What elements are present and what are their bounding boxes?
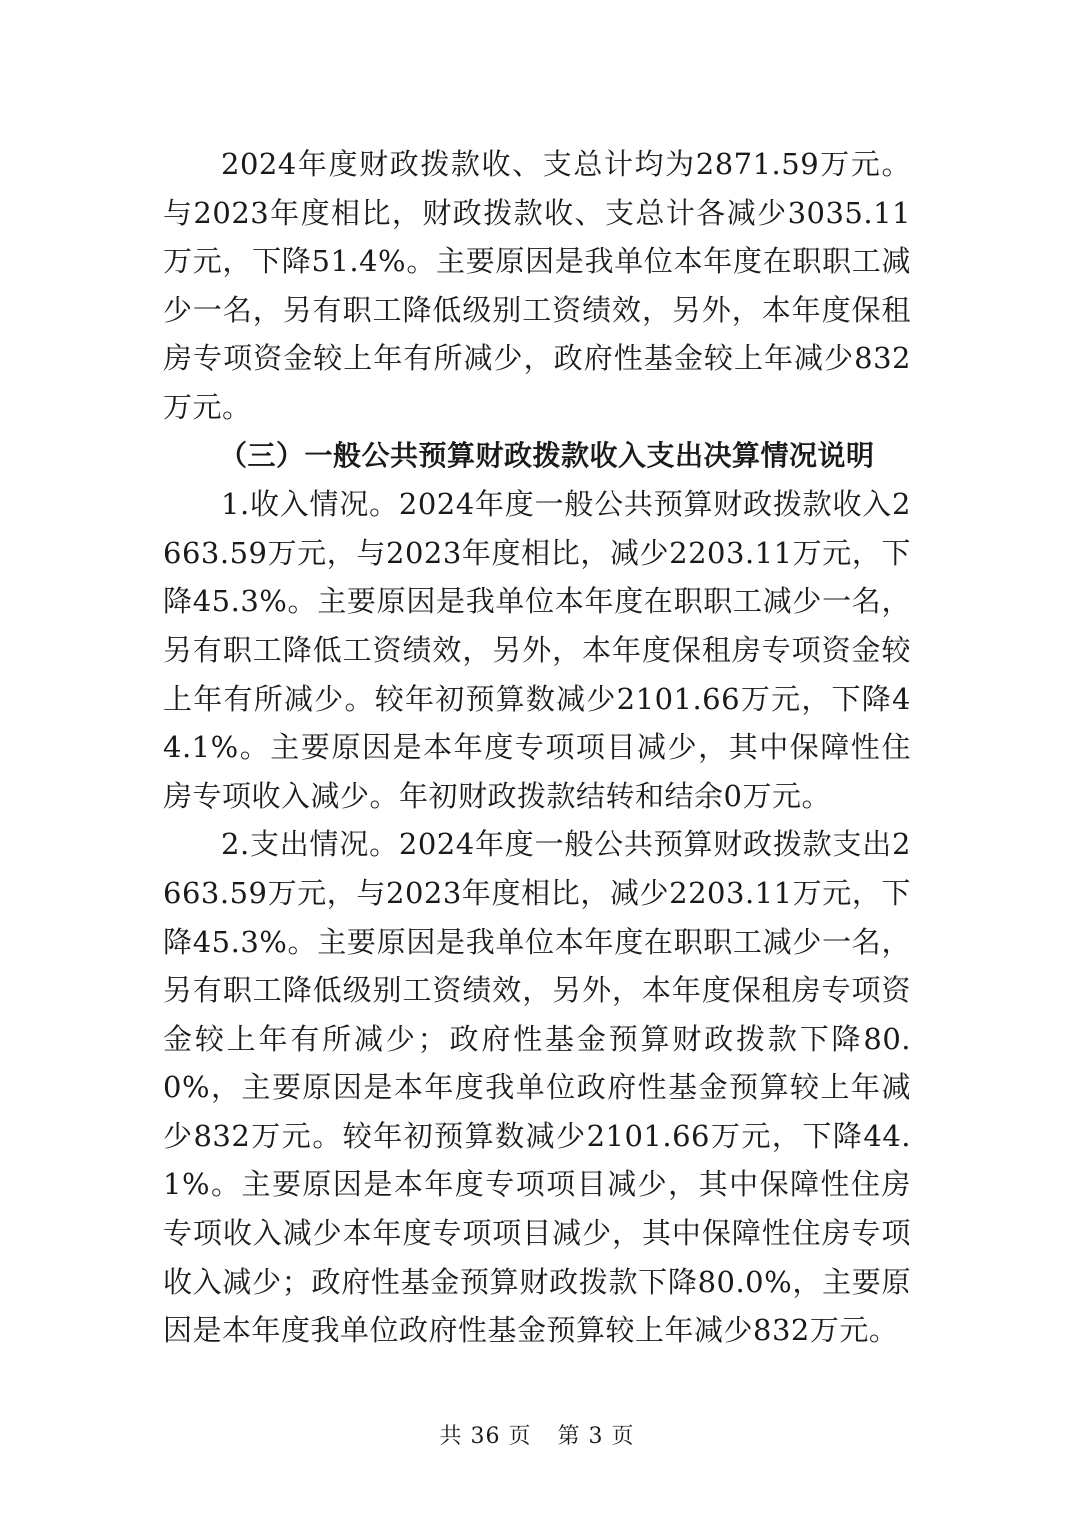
section-heading-general-budget: （三）一般公共预算财政拨款收入支出决算情况说明 [219, 438, 875, 472]
total-pages-label: 共 36 页 [439, 1424, 532, 1449]
paragraph-expenditure: 2.支出情况。2024年度一般公共预算财政拨款支出2663.59万元，与2023年度相比，减少2203.11万元，下降45.3%。主要原因是我单位本年度在职职工减少一名，另有职工降低级别工资绩效，另外，本年度保租房专项资金较上年有所减少；政府性基金预算财政拨款下降80.0%，主要原因是本年度我单位政府性基金预算较上年减少832万元。较年初预算数减少2101.66万元，下降44.1%。主要原因是本年度专项项目减少，其中保障性住房专项收入减少本年度专项项目减少，其中保障性住房专项收入减少；政府性基金预算财政拨款下降80.0%，主要原因是本年度我单位政府性基金预算较上年减少832万元。 [163, 827, 911, 1348]
page-footer [0, 1422, 1074, 1452]
paragraph-income: 1.收入情况。2024年度一般公共预算财政拨款收入2663.59万元，与2023年度相比，减少2203.11万元，下降45.3%。主要原因是我单位本年度在职职工减少一名，另有职工降低工资绩效，另外，本年度保租房专项资金较上年有所减少。较年初预算数减少2101.66万元，下降44.1%。主要原因是本年度专项项目减少，其中保障性住房专项收入减少。年初财政拨款结转和结余0万元。 [163, 487, 911, 813]
paragraph-budget-total: 2024年度财政拨款收、支总计均为2871.59万元。与2023年度相比，财政拨款收、支总计各减少3035.11万元，下降51.4%。主要原因是我单位本年度在职职工减少一名，另有职工降低级别工资绩效，另外，本年度保租房专项资金较上年有所减少，政府性基金较上年减少832万元。 [163, 147, 911, 424]
current-page-label: 第 3 页 [557, 1424, 635, 1449]
document-body [163, 140, 911, 1355]
